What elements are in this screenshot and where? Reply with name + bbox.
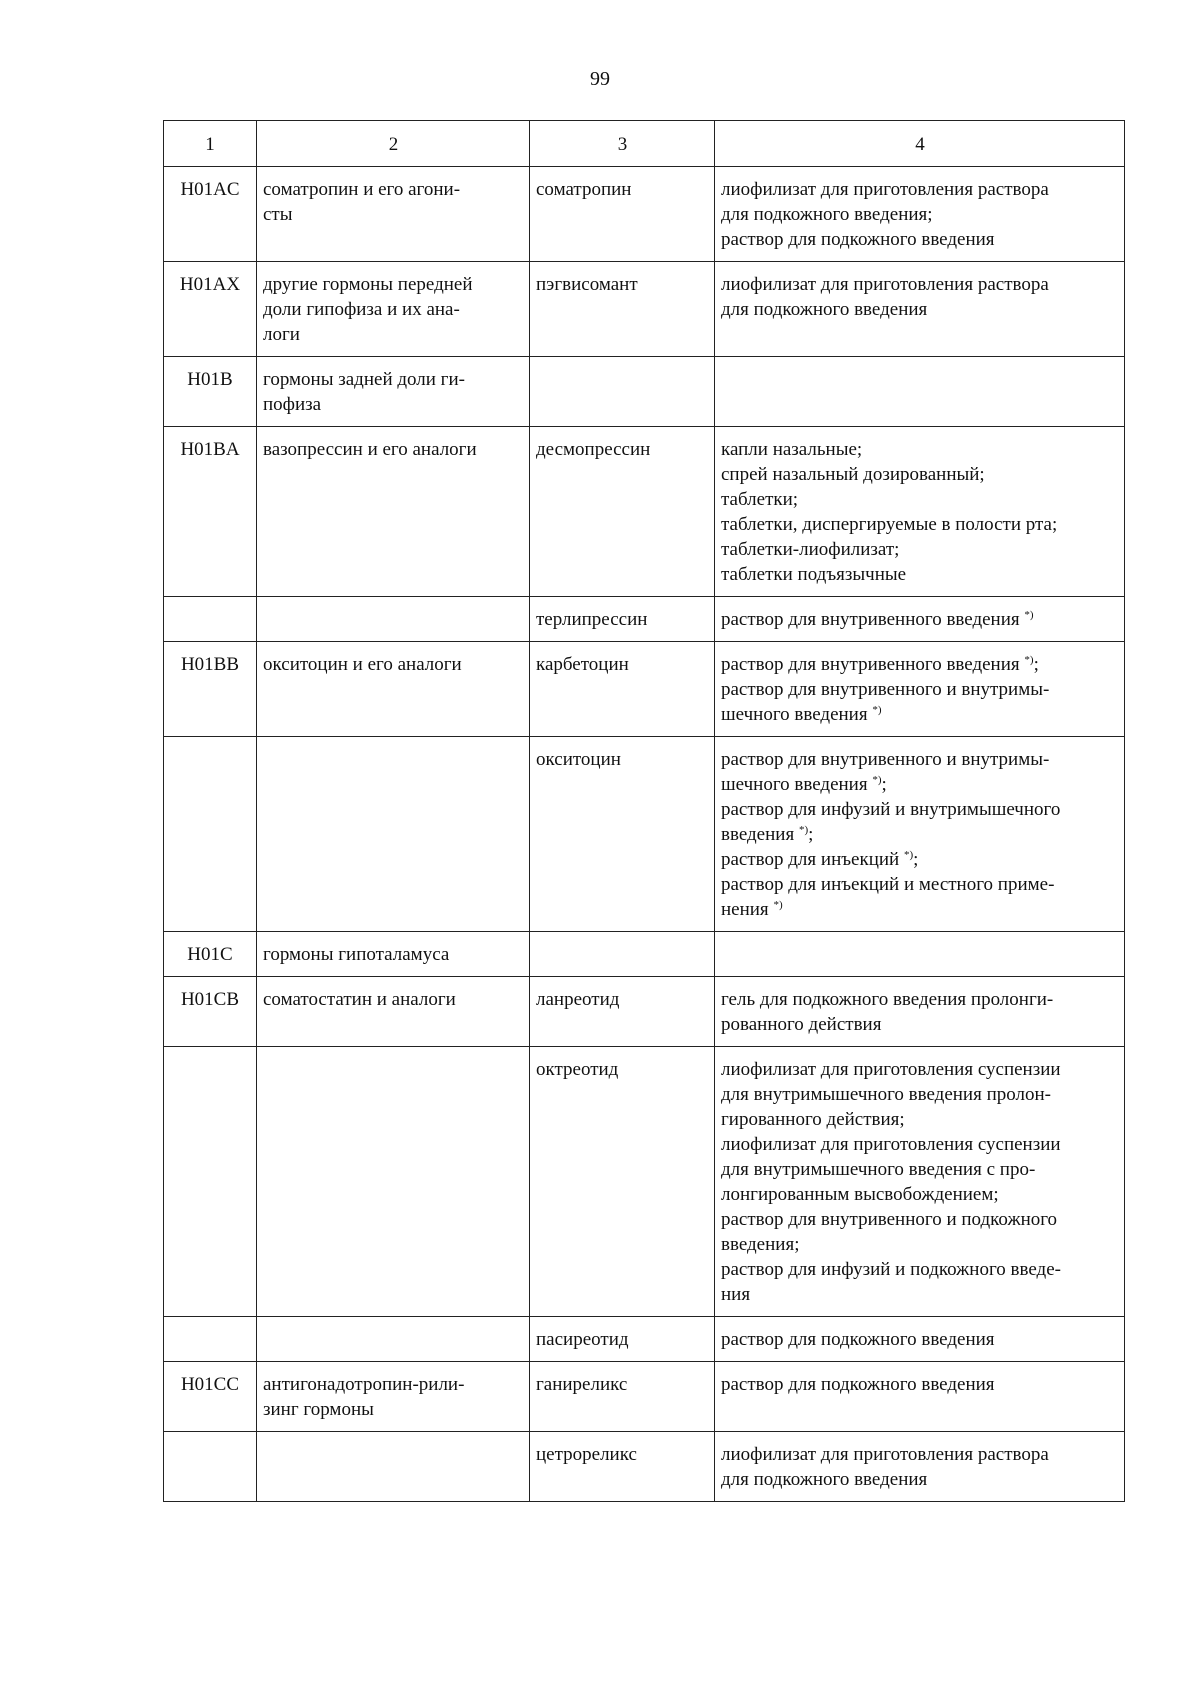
atc-code-cell: H01B: [164, 357, 257, 427]
substance-cell: окситоцин: [530, 737, 715, 932]
substance-cell: соматропин: [530, 167, 715, 262]
substance-cell: десмопрессин: [530, 427, 715, 597]
atc-code-cell: [164, 1432, 257, 1502]
group-name-cell: [257, 597, 530, 642]
footnote-mark: *): [903, 849, 914, 861]
atc-code-cell: [164, 1317, 257, 1362]
substance-cell: пэгвисомант: [530, 262, 715, 357]
table-row: [164, 1317, 1125, 1362]
table-row: [164, 1362, 1125, 1432]
dosage-forms-cell: [715, 357, 1125, 427]
footnote-mark: *): [872, 774, 882, 786]
substance-cell: ланреотид: [530, 977, 715, 1047]
table-row: [164, 597, 1125, 642]
footnote-mark: *): [798, 824, 809, 836]
group-name-cell: антигонадотропин-рили- зинг гормоны: [257, 1362, 530, 1432]
substance-cell: пасиреотид: [530, 1317, 715, 1362]
substance-cell: [530, 357, 715, 427]
atc-code-cell: [164, 597, 257, 642]
atc-code-cell: H01AC: [164, 167, 257, 262]
atc-code-cell: H01CC: [164, 1362, 257, 1432]
substance-cell: [530, 932, 715, 977]
group-name-cell: гормоны гипоталамуса: [257, 932, 530, 977]
atc-code-cell: H01BB: [164, 642, 257, 737]
footnote-mark: *): [1024, 654, 1034, 666]
table-body: [164, 121, 1125, 1502]
group-name-cell: другие гормоны передней доли гипофиза и их ана- логи: [257, 262, 530, 357]
substance-cell: октреотид: [530, 1047, 715, 1317]
group-name-cell: соматостатин и аналоги: [257, 977, 530, 1047]
page-number: 99: [590, 68, 610, 90]
header-cell-4: 4: [715, 121, 1125, 167]
group-name-cell: соматропин и его агони- сты: [257, 167, 530, 262]
substance-cell: ганиреликс: [530, 1362, 715, 1432]
dosage-forms-cell: лиофилизат для приготовления суспензии для внутримышечного введения пролон- гированного действия; лиофилизат для приготовления суспензии для внутримышечного введения с про- лонгированным высвобождением; раствор для внутривенного и подкожного введения; раствор для инфузий и подкожного введе- ния: [715, 1047, 1125, 1317]
group-name-cell: [257, 1047, 530, 1317]
header-cell-3: 3: [530, 121, 715, 167]
group-name-cell: вазопрессин и его аналоги: [257, 427, 530, 597]
table-row: [164, 737, 1125, 932]
group-name-cell: [257, 1432, 530, 1502]
table-row: [164, 642, 1125, 737]
atc-code-cell: H01BA: [164, 427, 257, 597]
table-row: [164, 427, 1125, 597]
group-name-cell: окситоцин и его аналоги: [257, 642, 530, 737]
dosage-forms-cell: раствор для подкожного введения: [715, 1362, 1125, 1432]
group-name-cell: [257, 737, 530, 932]
dosage-forms-cell: раствор для внутривенного и внутримы- шечного введения *); раствор для инфузий и внутримышечного введения *); раствор для инъекций *); раствор для инъекций и местного приме- нения *): [715, 737, 1125, 932]
group-name-cell: [257, 1317, 530, 1362]
table-row: [164, 932, 1125, 977]
table-row: [164, 1047, 1125, 1317]
header-cell-2: 2: [257, 121, 530, 167]
table-header-row: [164, 121, 1125, 167]
dosage-forms-cell: раствор для внутривенного введения *); раствор для внутривенного и внутримы- шечного введения *): [715, 642, 1125, 737]
substance-cell: терлипрессин: [530, 597, 715, 642]
atc-code-cell: [164, 1047, 257, 1317]
atc-code-cell: [164, 737, 257, 932]
table-row: [164, 357, 1125, 427]
dosage-forms-cell: капли назальные; спрей назальный дозированный; таблетки; таблетки, диспергируемые в полости рта; таблетки-лиофилизат; таблетки подъязычные: [715, 427, 1125, 597]
table-row: [164, 1432, 1125, 1502]
atc-code-cell: H01AX: [164, 262, 257, 357]
dosage-forms-cell: раствор для подкожного введения: [715, 1317, 1125, 1362]
dosage-forms-cell: гель для подкожного введения пролонги- рованного действия: [715, 977, 1125, 1047]
atc-code-cell: H01CB: [164, 977, 257, 1047]
substance-cell: карбетоцин: [530, 642, 715, 737]
table-row: [164, 167, 1125, 262]
group-name-cell: гормоны задней доли ги- пофиза: [257, 357, 530, 427]
table-row: [164, 262, 1125, 357]
footnote-mark: *): [872, 704, 882, 716]
atc-code-cell: H01C: [164, 932, 257, 977]
dosage-forms-cell: раствор для внутривенного введения *): [715, 597, 1125, 642]
substance-cell: цетрореликс: [530, 1432, 715, 1502]
drug-table: [163, 120, 1125, 1502]
header-cell-1: 1: [164, 121, 257, 167]
dosage-forms-cell: лиофилизат для приготовления раствора для подкожного введения: [715, 1432, 1125, 1502]
dosage-forms-cell: лиофилизат для приготовления раствора для подкожного введения; раствор для подкожного введения: [715, 167, 1125, 262]
table-row: [164, 977, 1125, 1047]
dosage-forms-cell: [715, 932, 1125, 977]
dosage-forms-cell: лиофилизат для приготовления раствора для подкожного введения: [715, 262, 1125, 357]
footnote-mark: *): [773, 899, 783, 911]
footnote-mark: *): [1024, 609, 1034, 621]
